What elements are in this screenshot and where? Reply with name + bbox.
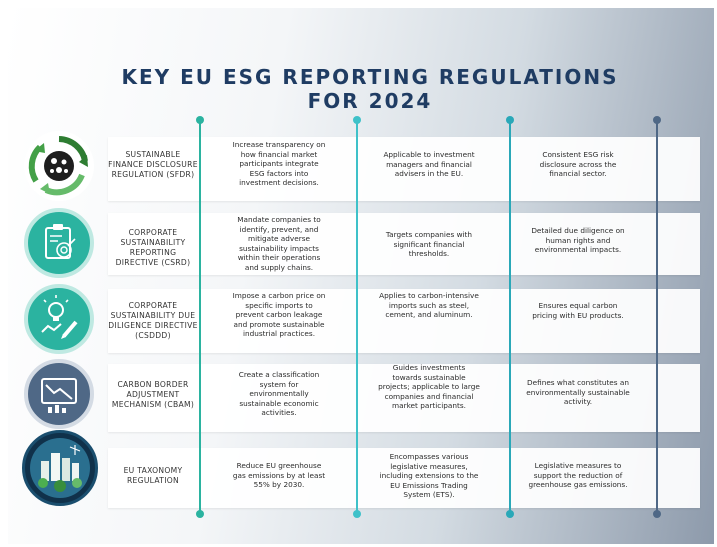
chart-monitor-icon bbox=[24, 359, 94, 429]
purpose-cell-sfdr: Increase transparency on how financial market participants integrate ESG factors into investment decisions. bbox=[232, 140, 326, 188]
timeline-line-3 bbox=[509, 120, 511, 515]
purpose-cell-taxonomy: Reduce EU greenhouse gas emissions by at least 55% by 2030. bbox=[232, 461, 326, 490]
page-title: KEY EU ESG REPORTING REGULATIONS FOR 2024 bbox=[121, 65, 619, 113]
timeline-line-1 bbox=[199, 120, 201, 515]
impact-cell-csrd: Detailed due diligence on human rights and environmental impacts. bbox=[531, 226, 625, 255]
timeline-dot-top-2 bbox=[353, 116, 361, 124]
recycle-globe-icon bbox=[24, 131, 94, 201]
timeline-dot-top-4 bbox=[653, 116, 661, 124]
regulation-name-taxonomy: EU TAXONOMY REGULATION bbox=[123, 466, 183, 485]
impact-cell-cbam: Defines what constitutes an environmentally sustainable activity. bbox=[526, 378, 630, 407]
timeline-dot-top-3 bbox=[506, 116, 514, 124]
clipboard-target-icon bbox=[24, 208, 94, 278]
timeline-dot-bottom-1 bbox=[196, 510, 204, 518]
timeline-dot-bottom-4 bbox=[653, 510, 661, 518]
purpose-cell-csrd: Mandate companies to identify, prevent, and mitigate adverse sustainability impacts within their operations and supply chains. bbox=[237, 215, 321, 272]
regulation-name-csrd: CORPORATE SUSTAINABILITY REPORTING DIRECTIVE (CSRD) bbox=[115, 228, 191, 267]
scope-cell-csddd: Applies to carbon-intensive imports such as steel, cement, and aluminum. bbox=[379, 291, 479, 320]
impact-cell-csddd: Ensures equal carbon pricing with EU products. bbox=[532, 301, 624, 320]
lightbulb-pencil-icon bbox=[24, 284, 94, 354]
scope-cell-sfdr: Applicable to investment managers and financial advisers in the EU. bbox=[383, 150, 475, 179]
regulation-name-cbam: CARBON BORDER ADJUSTMENT MECHANISM (CBAM) bbox=[111, 380, 195, 409]
scope-cell-taxonomy: Encompasses various legislative measures, including extensions to the EU Emissions Trading System (ETS). bbox=[379, 452, 479, 500]
timeline-dot-top-1 bbox=[196, 116, 204, 124]
purpose-cell-cbam: Create a classification system for environmentally sustainable economic activities. bbox=[238, 370, 320, 418]
timeline-dot-bottom-3 bbox=[506, 510, 514, 518]
purpose-cell-csddd: Impose a carbon price on specific imports to prevent carbon leakage and promote sustainable industrial practices. bbox=[232, 291, 326, 339]
impact-cell-sfdr: Consistent ESG risk disclosure across the financial sector. bbox=[539, 150, 617, 179]
impact-cell-taxonomy: Legislative measures to support the reduction of greenhouse gas emissions. bbox=[528, 461, 628, 490]
regulation-name-csddd: CORPORATE SUSTAINABILITY DUE DILIGENCE DIRECTIVE (CSDDD) bbox=[108, 301, 198, 340]
timeline-dot-bottom-2 bbox=[353, 510, 361, 518]
regulation-name-sfdr: SUSTAINABLE FINANCE DISCLOSURE REGULATION (SFDR) bbox=[108, 150, 198, 179]
timeline-line-2 bbox=[356, 120, 358, 515]
scope-cell-csrd: Targets companies with significant financial thresholds. bbox=[385, 230, 473, 259]
green-city-icon bbox=[22, 430, 98, 506]
timeline-line-4 bbox=[656, 120, 658, 515]
scope-cell-cbam: Guides investments towards sustainable projects; applicable to large companies and financial market participants. bbox=[378, 363, 480, 411]
